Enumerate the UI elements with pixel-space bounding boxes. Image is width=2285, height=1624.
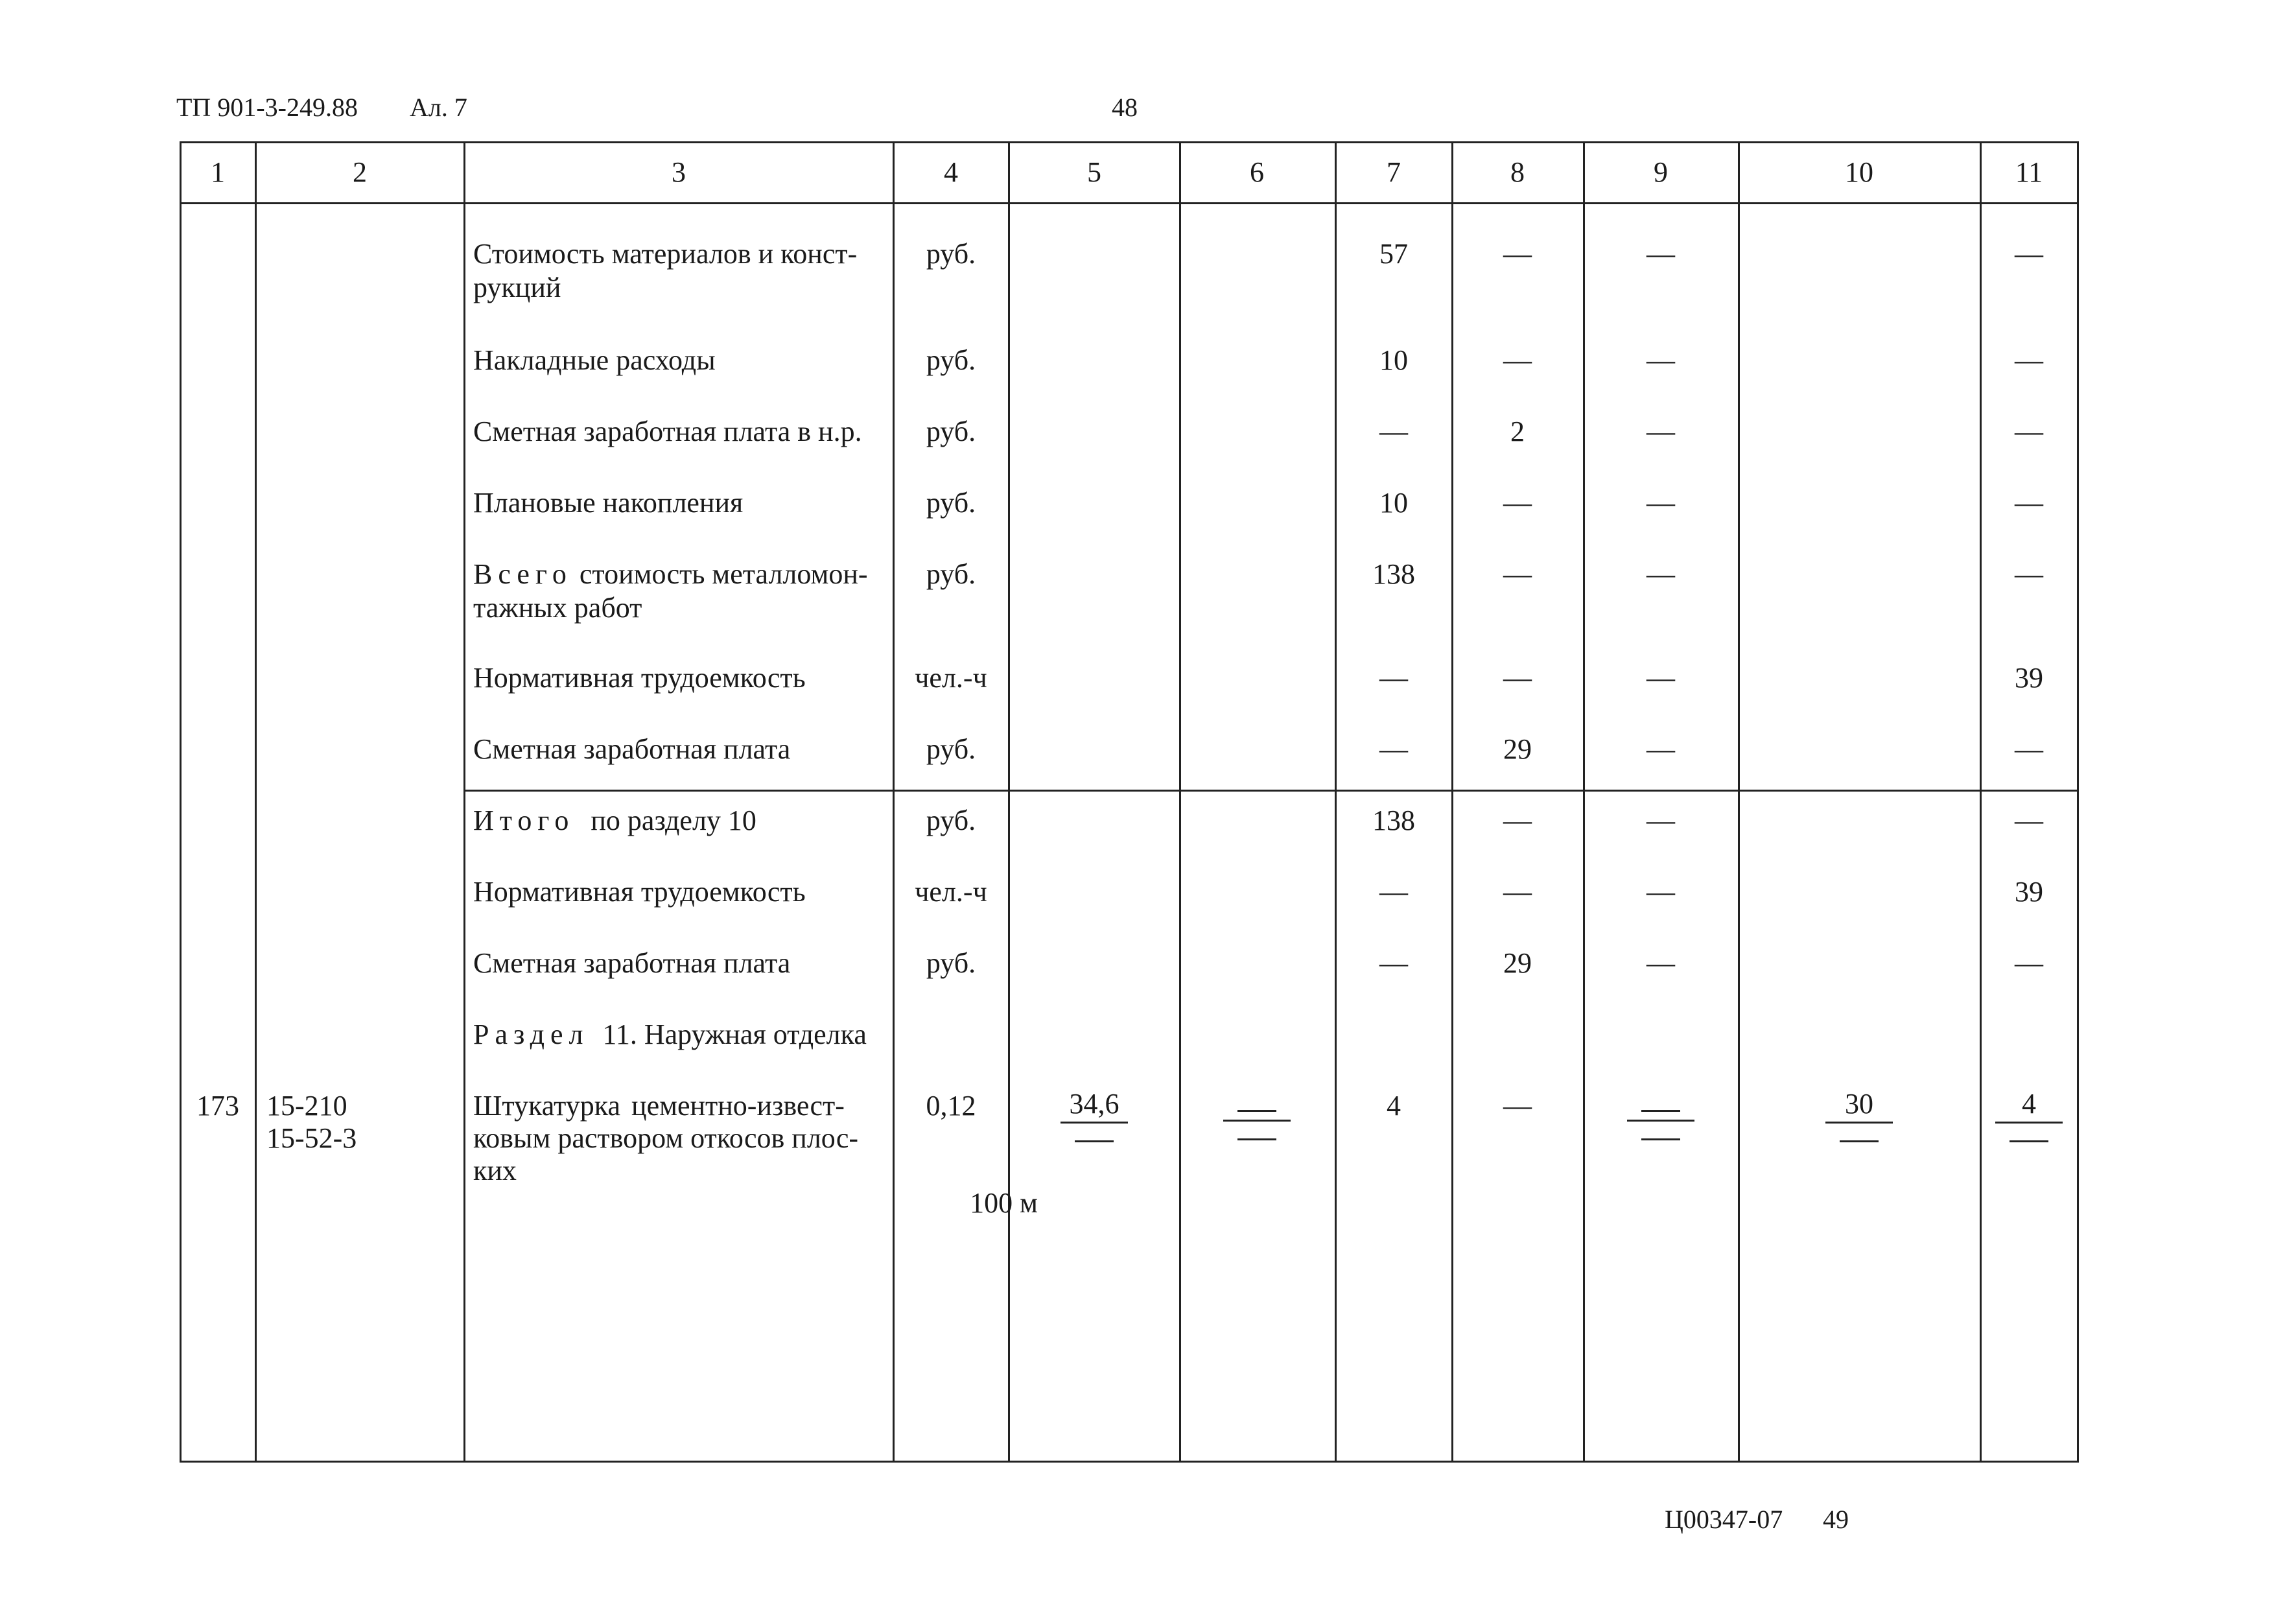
section-heading-spaced: Раздел bbox=[473, 1018, 589, 1050]
column-divider bbox=[2077, 141, 2079, 1463]
section-labor-col8: — bbox=[1503, 876, 1532, 908]
sheet-label: Ал. 7 bbox=[410, 93, 467, 122]
column-divider bbox=[463, 141, 465, 1463]
row-value-col7: 138 bbox=[1372, 558, 1415, 590]
row-unit: руб. bbox=[926, 416, 976, 447]
row-value-col11: — bbox=[2015, 416, 2043, 447]
fraction-numerator-dash bbox=[1641, 1110, 1680, 1112]
item-number: 173 bbox=[196, 1090, 239, 1122]
row-value-col7: 10 bbox=[1379, 487, 1408, 519]
item-description-continued: ковым раствором откосов плос- bbox=[473, 1122, 859, 1154]
row-value-col9: — bbox=[1646, 733, 1675, 765]
section-labor-unit: чел.-ч bbox=[915, 876, 987, 908]
row-description: Нормативная трудоемкость bbox=[473, 662, 806, 694]
fraction-denominator-dash bbox=[1237, 1138, 1276, 1140]
section-wage-unit: руб. bbox=[926, 947, 976, 979]
item-col10-fraction bbox=[1820, 1088, 1898, 1142]
row-description bbox=[473, 558, 868, 591]
item-col11-fraction bbox=[1990, 1088, 2068, 1142]
item-col5-fraction bbox=[1055, 1088, 1133, 1142]
row-description-continued: тажных работ bbox=[473, 592, 642, 624]
row-value-col8: — bbox=[1503, 662, 1532, 694]
row-value-col11: — bbox=[2015, 238, 2043, 270]
row-description-spaced: Всего bbox=[473, 558, 572, 590]
section-labor-col11: 39 bbox=[2015, 876, 2043, 908]
footer-code: Ц00347-07 bbox=[1665, 1505, 1783, 1534]
column-divider bbox=[1335, 141, 1337, 1463]
section-total-col9: — bbox=[1646, 805, 1675, 836]
column-divider bbox=[1738, 141, 1740, 1463]
item-measure-unit: 100 м bbox=[970, 1187, 1038, 1219]
estimate-table bbox=[180, 141, 2079, 1463]
item-col5-value: 34,6 bbox=[1069, 1088, 1119, 1120]
fraction-denominator-dash bbox=[1840, 1140, 1879, 1142]
row-value-col11: — bbox=[2015, 733, 2043, 765]
row-value-col9: — bbox=[1646, 416, 1675, 447]
row-value-col9: — bbox=[1646, 558, 1675, 590]
row-value-col8: — bbox=[1503, 558, 1532, 590]
document-number: ТП 901-3-249.88 bbox=[176, 93, 358, 122]
column-header: 8 bbox=[1510, 156, 1525, 188]
row-value-col8: 29 bbox=[1503, 733, 1532, 765]
section-total-label bbox=[473, 804, 756, 838]
section-wage-col7: — bbox=[1379, 947, 1408, 979]
row-description-rest: стоимость металломон- bbox=[579, 558, 868, 590]
fraction-bar bbox=[1223, 1120, 1291, 1122]
item-description: Штукатурка цементно-извест- bbox=[473, 1090, 845, 1122]
row-value-col7: — bbox=[1379, 662, 1408, 694]
column-divider bbox=[1980, 141, 1982, 1463]
row-unit: чел.-ч bbox=[915, 662, 987, 694]
row-description: Плановые накопления bbox=[473, 487, 744, 519]
fraction-bar bbox=[1995, 1122, 2063, 1124]
row-value-col9: — bbox=[1646, 662, 1675, 694]
row-unit: руб. bbox=[926, 733, 976, 765]
row-description: Стоимость материалов и конст- bbox=[473, 238, 858, 270]
row-value-col7: 10 bbox=[1379, 344, 1408, 376]
section-total-spaced: Итого bbox=[473, 805, 575, 836]
item-col7-value: 4 bbox=[1387, 1090, 1401, 1122]
column-divider bbox=[255, 141, 257, 1463]
row-value-col8: — bbox=[1503, 487, 1532, 519]
row-unit: руб. bbox=[926, 344, 976, 376]
section-total-rest: по разделу 10 bbox=[591, 805, 756, 836]
row-description: Сметная заработная плата bbox=[473, 733, 791, 765]
section-heading-rest: 11. Наружная отделка bbox=[602, 1018, 867, 1050]
column-header: 10 bbox=[1845, 156, 1873, 188]
item-col9-fraction bbox=[1622, 1088, 1700, 1140]
column-header: 5 bbox=[1087, 156, 1101, 188]
column-header: 4 bbox=[944, 156, 958, 188]
column-header: 6 bbox=[1250, 156, 1264, 188]
column-header: 11 bbox=[2015, 156, 2043, 188]
item-col8-value: — bbox=[1503, 1090, 1532, 1122]
section-total-col7: 138 bbox=[1372, 805, 1415, 836]
column-divider bbox=[1451, 141, 1453, 1463]
section-wage-col8: 29 bbox=[1503, 947, 1532, 979]
row-value-col11: — bbox=[2015, 558, 2043, 590]
fraction-bar bbox=[1627, 1120, 1694, 1122]
column-divider bbox=[893, 141, 895, 1463]
row-value-col7: — bbox=[1379, 733, 1408, 765]
section-labor-description: Нормативная трудоемкость bbox=[473, 876, 806, 908]
section-wage-description: Сметная заработная плата bbox=[473, 947, 791, 979]
row-value-col8: 2 bbox=[1510, 416, 1525, 447]
row-value-col7: 57 bbox=[1379, 238, 1408, 270]
row-value-col9: — bbox=[1646, 344, 1675, 376]
section-wage-col11: — bbox=[2015, 947, 2043, 979]
column-divider bbox=[1008, 141, 1010, 1463]
row-value-col7: — bbox=[1379, 416, 1408, 447]
row-value-col9: — bbox=[1646, 238, 1675, 270]
column-divider bbox=[1583, 141, 1585, 1463]
footer-page-number: 49 bbox=[1823, 1505, 1849, 1534]
fraction-denominator-dash bbox=[2010, 1140, 2048, 1142]
section-total-divider bbox=[463, 790, 2079, 792]
item-code-secondary: 15-52-3 bbox=[266, 1122, 357, 1154]
fraction-numerator-dash bbox=[1237, 1110, 1276, 1112]
item-quantity: 0,12 bbox=[926, 1090, 976, 1122]
section-heading bbox=[473, 1018, 867, 1052]
fraction-bar bbox=[1825, 1122, 1893, 1124]
row-value-col8: — bbox=[1503, 344, 1532, 376]
fraction-bar bbox=[1060, 1122, 1128, 1124]
row-description: Накладные расходы bbox=[473, 344, 716, 376]
section-labor-col9: — bbox=[1646, 876, 1675, 908]
section-wage-col9: — bbox=[1646, 947, 1675, 979]
row-value-col11: 39 bbox=[2015, 662, 2043, 694]
page-number: 48 bbox=[1112, 93, 1138, 122]
row-unit: руб. bbox=[926, 487, 976, 519]
item-col10-value: 30 bbox=[1845, 1088, 1873, 1120]
column-header: 2 bbox=[353, 156, 367, 188]
row-value-col11: — bbox=[2015, 344, 2043, 376]
item-code: 15-210 bbox=[266, 1090, 347, 1122]
section-labor-col7: — bbox=[1379, 876, 1408, 908]
fraction-denominator-dash bbox=[1641, 1138, 1680, 1140]
column-header: 7 bbox=[1387, 156, 1401, 188]
row-value-col8: — bbox=[1503, 238, 1532, 270]
column-header: 3 bbox=[672, 156, 686, 188]
column-divider bbox=[1179, 141, 1181, 1463]
section-total-col8: — bbox=[1503, 805, 1532, 836]
row-description-continued: рукций bbox=[473, 272, 561, 303]
row-description: Сметная заработная плата в н.р. bbox=[473, 416, 862, 447]
column-divider bbox=[180, 141, 182, 1463]
row-value-col11: — bbox=[2015, 487, 2043, 519]
item-col6-fraction bbox=[1218, 1088, 1296, 1140]
row-unit: руб. bbox=[926, 558, 976, 590]
row-value-col9: — bbox=[1646, 487, 1675, 519]
column-header: 9 bbox=[1654, 156, 1668, 188]
row-unit: руб. bbox=[926, 238, 976, 270]
item-description-continued: ких bbox=[473, 1155, 517, 1186]
section-total-col11: — bbox=[2015, 805, 2043, 836]
column-header: 1 bbox=[211, 156, 225, 188]
item-col11-value: 4 bbox=[2022, 1088, 2036, 1120]
fraction-denominator-dash bbox=[1075, 1140, 1114, 1142]
section-total-unit: руб. bbox=[926, 805, 976, 836]
